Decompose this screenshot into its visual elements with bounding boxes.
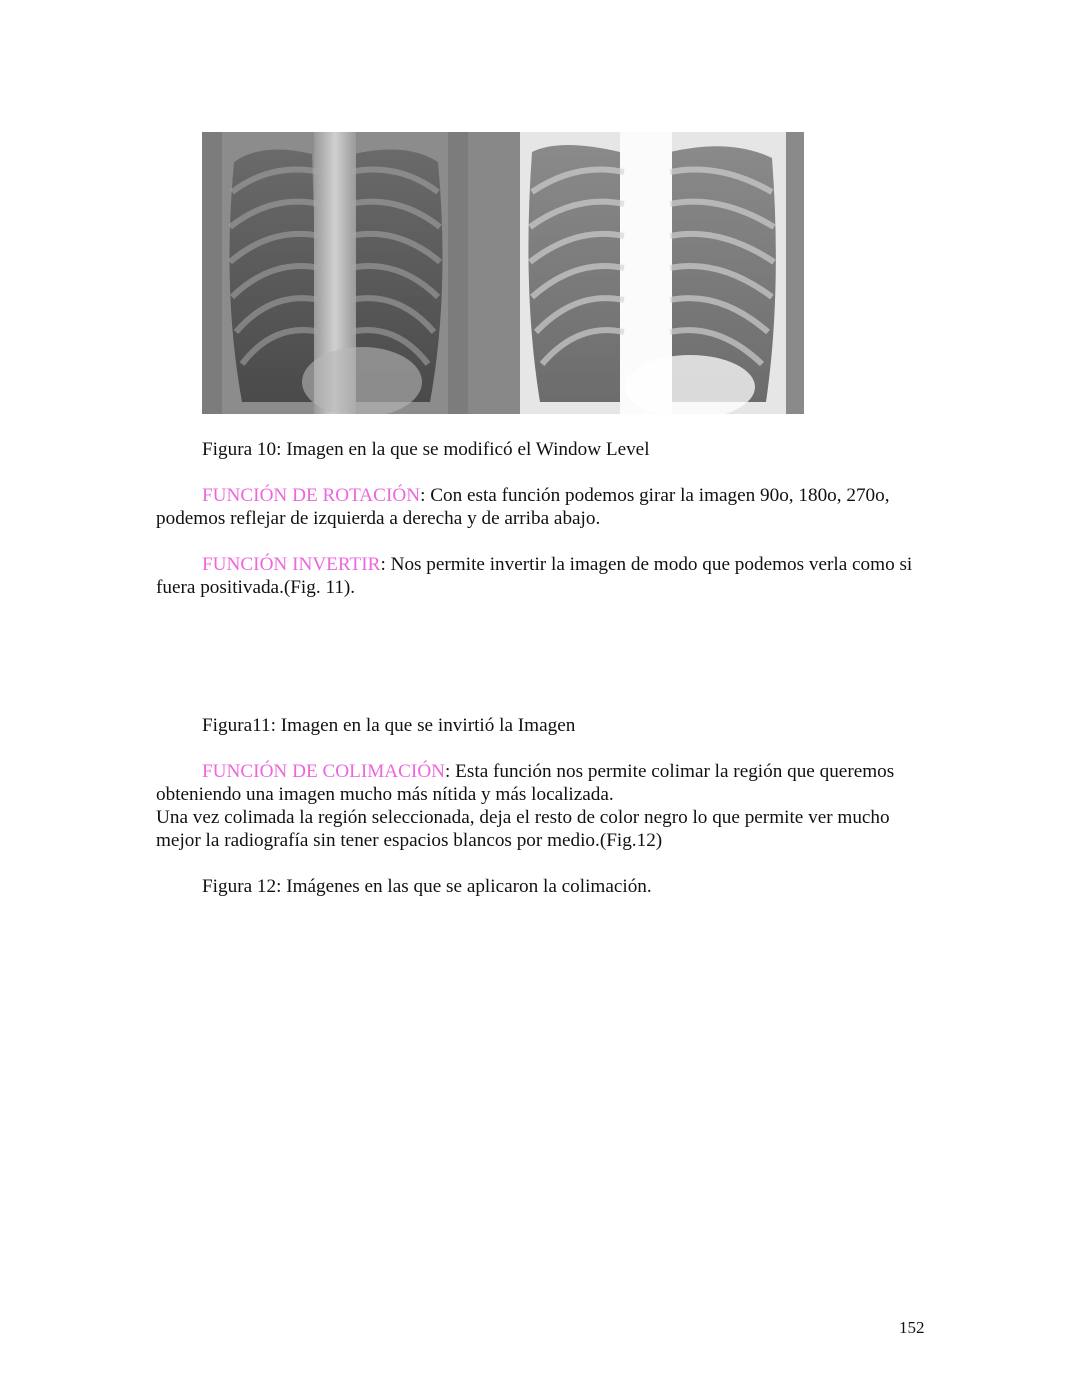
invert-keyword: FUNCIÓN INVERTIR <box>202 554 381 575</box>
figure-12-caption: Figura 12: Imágenes en las que se aplicaron la colimación. <box>202 876 652 897</box>
collimation-text-line4: mejor la radiografía sin tener espacios blancos por medio.(Fig.12) <box>156 830 663 851</box>
figure-10-xray-images <box>202 132 804 414</box>
rotation-text-line1: : Con esta función podemos girar la imagen 90o, 180o, 270o, <box>420 485 890 506</box>
page-number: 152 <box>899 1318 925 1337</box>
rotation-keyword: FUNCIÓN DE ROTACIÓN <box>202 485 421 506</box>
rotation-paragraph <box>156 484 946 530</box>
rotation-text-line2: podemos reflejar de izquierda a derecha y de arriba abajo. <box>156 508 601 529</box>
collimation-text-line2: obteniendo una imagen mucho más nítida y más localizada. <box>156 784 614 805</box>
collimation-text-line3: Una vez colimada la región seleccionada, deja el resto de color negro lo que permite ver mucho <box>156 807 890 828</box>
figure-11-caption: Figura11: Imagen en la que se invirtió la Imagen <box>202 715 576 736</box>
collimation-text-line1: : Esta función nos permite colimar la región que queremos <box>445 761 895 782</box>
invert-paragraph <box>156 553 946 599</box>
invert-text-line1: : Nos permite invertir la imagen de modo que podemos verla como si <box>380 554 913 575</box>
invert-text-line2: fuera positivada.(Fig. 11). <box>156 577 356 598</box>
chest-xray-left-image <box>202 132 468 414</box>
figure-separator <box>468 132 520 414</box>
chest-xray-right-image <box>520 132 804 414</box>
collimation-paragraph <box>156 760 946 852</box>
collimation-keyword: FUNCIÓN DE COLIMACIÓN <box>202 761 446 782</box>
figure-10-caption: Figura 10: Imagen en la que se modificó el Window Level <box>202 439 650 460</box>
